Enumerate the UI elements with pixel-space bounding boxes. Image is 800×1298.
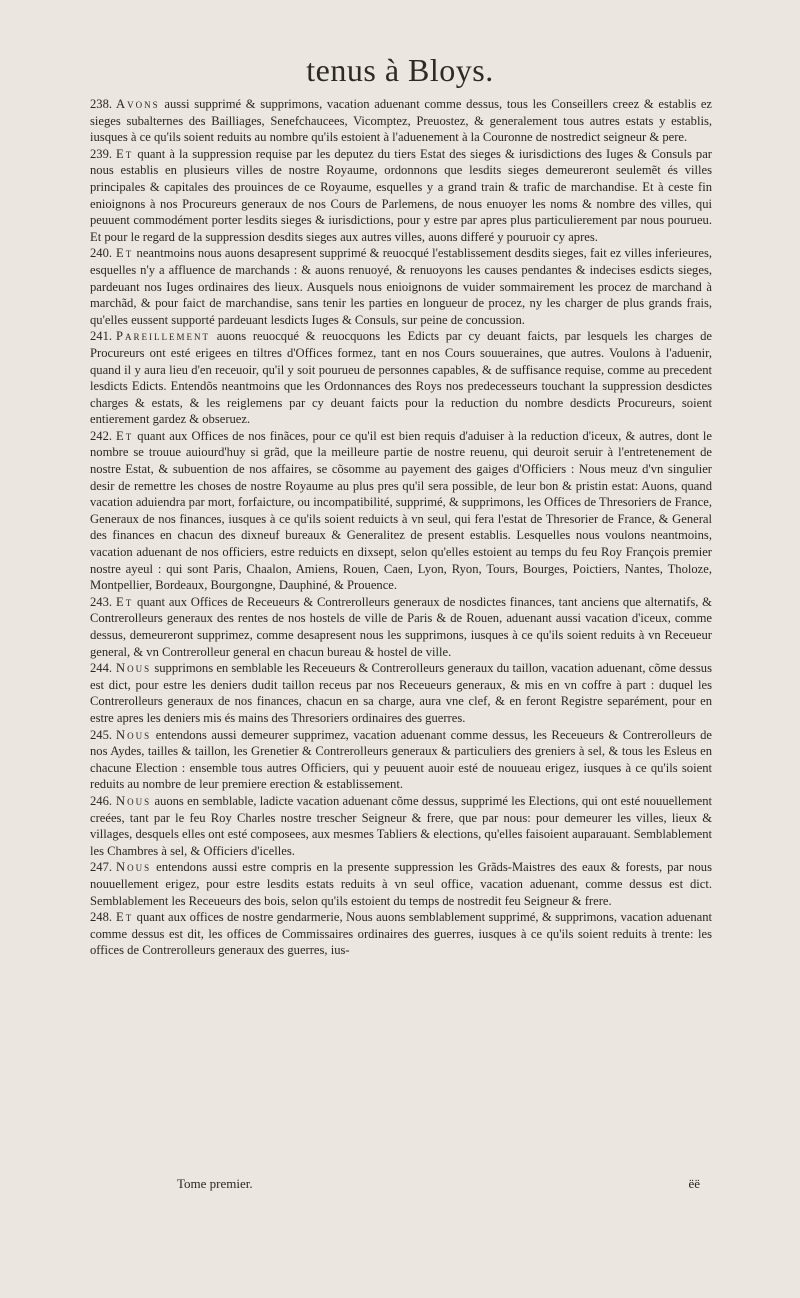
article-text: quant aux Offices de Receueurs & Contrerolleurs generaux de nosdictes finances, tant anciens que alternatifs, & Contrerolleurs generaux des rentes de nos hostels de ville de Paris & de Rouen, aduenant aussi vacation d'iceux, comme dessus, demeureront supprimez, comme desapresent nous les supprimons, iusques à ce qu'ils soient reduits à vn Receueur general, & vn Contrerolleur general en chacun bureau & hostel de ville.: [90, 594, 712, 659]
page-title: tenus à Bloys.: [306, 52, 494, 88]
article-lead: Nous: [116, 727, 152, 742]
article-238: [90, 96, 712, 146]
article-239: [90, 146, 712, 246]
article-243: [90, 594, 712, 660]
article-lead: Avons: [116, 97, 160, 111]
article-244: [90, 660, 712, 726]
article-248: [90, 909, 712, 959]
article-lead: Et: [116, 910, 134, 925]
article-text: entendons aussi estre compris en la presente suppression les Grãds-Maistres des eaux & forests, par nous nouuellement erigez, pour estre lesdits estats reduits à vn seul office, vacation aduenant, comme dessus est dict. Semblablement les Receueurs des bois, selon qu'ils estoient du temps de nostredit feu Seigneur & frere.: [90, 860, 712, 908]
article-number: 243.: [90, 594, 113, 609]
article-text: auons reuocqué & reuocquons les Edicts par cy deuant faicts, par lesquels les charges de Procureurs ont esté erigees en tiltres d'Offices formez, tant en nos Cours souueraines, que autres. Voulons à l'aduenir, quand il y aura lieu d'en receuoir, qu'il y soit pourueu de personnes capables, & de suffisance requise, comme au precedent lesdicts Edicts. Entendõs neantmoins que les Ordonnances des Roys nos predecesseurs touchant la suppression desdictes charges & estats, & les reiglemens par cy deuant faicts pour la reduction du nombre desdicts Procureurs, soient entierement gardez & obseruez.: [90, 329, 712, 427]
article-text: entendons aussi demeurer supprimez, vacation aduenant comme dessus, les Receueurs & Contrerolleurs de nos Aydes, tailles & taillon, les Grenetier & Contrerolleurs generaux & particuliers des greniers à sel, & tous les Esleus en chacune Election : ensemble tous autres Officiers, qui y peuuent auoir esté de nouueau erigez, iusques à ce qu'ils soient reduits au nombre de leur premiere erection & establissement.: [90, 727, 712, 792]
article-247: [90, 859, 712, 909]
article-text: supprimons en semblable les Receueurs & Contrerolleurs generaux du taillon, vacation aduenant, cõme dessus est dict, pour estre les deniers dudit taillon receus par nos Receueurs generaux, & mis en vn coffre à part : duquel les Contrerolleurs generaux de nos finances, chacun en sa charge, aura vne clef, & en feront Registre separément, pour en estre apres les deniers mis és mains des Thresoriers ordinaires des guerres.: [90, 661, 713, 725]
article-242: [90, 428, 712, 594]
article-number: 247.: [90, 860, 113, 875]
article-text: quant aux Offices de nos finãces, pour ce qu'il est bien requis d'aduiser à la reduction d'iceux, & autres, dont le nombre se trouue auiourd'huy si grãd, que la meilleure partie de nostre reuenu, qui deuroit seruir à l'entretenement de nostre Estat, & subuention de nos affaires, se cõsomme au payement des gaiges d'Officiers : Nous meuz d'vn singulier desir de remettre les choses de nostre Royaume au plus pres qu'il sera possible, de leur bon & pristin estat: Auons, quand vacation aduiendra par mort, forfaicture, ou incompatibilité, supprimé, & supprimons, les Offices de Thresoriers de France, Generaux de nos finances, iusques à ce qu'ils soient reduicts à vn seul, qui fera l'estat de Thresorier de France, & General des finances en chacun des dixneuf bureaux & Generalitez de present establis. Lesquelles nous voulons neantmoins, vacation aduenant de nos officiers, estre reduicts en dixsept, selon qu'elles estoient au temps du feu Roy François premier nostre ayeul : qui sont Paris, Chaalon, Amiens, Rouen, Caen, Lyon, Ryon, Tours, Bourges, Poictiers, Nantes, Tholoze, Montpellier, Bordeaux, Bourgongne, Dauphiné, & Prouence.: [90, 428, 712, 593]
article-text: auons en semblable, ladicte vacation aduenant cõme dessus, supprimé les Elections, qui ont esté nouuellement creées, tant par le feu Roy Charles nostre trescher Seigneur & frere, que par nous: pour demeurer les villes, lieux & villages, desquels elles ont esté composees, aux mesmes Tabliers & elections, qu'elles faisoient auparauant. Semblablement les Chambres à sel, & Officiers d'icelles.: [90, 793, 712, 858]
article-text: neantmoins nous auons desapresent supprimé & reuocqué l'establissement desdits sieges, fait ez villes inferieures, esquelles n'y a affluence de marchands : & auons renuoyé, & renuoyons les causes pendantes & indecises esdicts sieges, pardeuant nos Iuges ordinaires des lieux. Ausquels nous enioignons de vuider sommairement les procez de marchand à marchãd, & pour faict de marchandise, sans tenir les parties en longueur de procez, ny les charger de plus grands frais, qu'elles eussent supporté pardeuant lesdicts Iuges & Consuls, sur peine de concussion.: [90, 246, 712, 327]
article-number: 240.: [90, 246, 113, 261]
article-number: 244.: [90, 661, 113, 676]
article-number: 246.: [90, 793, 113, 808]
article-text: quant aux offices de nostre gendarmerie, Nous auons semblablement supprimé, & supprimons, vacation aduenant comme dessus est dit, les offices de Commissaires ordinaires des guerres, iusques à ce qu'ils soient reduits à trente: les offices de Contrerolleurs generaux des guerres, ius-: [90, 910, 713, 958]
article-lead: Et: [116, 594, 134, 609]
article-lead: Et: [116, 428, 134, 443]
article-number: 238.: [90, 97, 113, 111]
article-240: [90, 245, 712, 328]
article-lead: Pareillement: [116, 329, 211, 344]
article-lead: Et: [116, 246, 134, 261]
body-text: [90, 96, 712, 959]
article-number: 239.: [90, 146, 113, 161]
article-text: aussi supprimé & supprimons, vacation aduenant comme dessus, tous les Conseillers creez & establis ez sieges subalternes des Bailliages, Senefchaucees, Vicomptez, Preuostez, & generalement tous autres estats y establis, iusques à ce qu'ils soient reduits au nombre qu'ils estoient à l'aduenement à la Couronne de nostredict seigneur & pere.: [90, 97, 712, 145]
article-lead: Nous: [116, 860, 152, 875]
article-245: [90, 727, 712, 793]
article-text: quant à la suppression requise par les deputez du tiers Estat des sieges & iurisdictions des Iuges & Consuls par nous establis en plusieurs villes de nostre Royaume, ordonnons que lesdits sieges demeureront seulemẽt és villes principales & capitales des prouinces de ce Royaume, esquelles y a grand train & trafic de marchandise. Et à ceste fin enioignons à nos Procureurs generaux de nos Cours de Parlemens, de nous enuoyer les noms & nombre des villes, qui peuuent commodément porter lesdits sieges & iurisdictions, pour y estre par apres plus particulierement par nous pourueu. Et pour le regard de la suppression desdits sieges aux autres villes, auons differé y pouruoir cy apres.: [90, 146, 712, 244]
article-241: [90, 328, 712, 428]
article-lead: Nous: [116, 793, 152, 808]
article-number: 241.: [90, 329, 113, 344]
page-footer: [90, 1176, 712, 1194]
article-number: 245.: [90, 727, 113, 742]
article-number: 248.: [90, 910, 113, 925]
article-lead: Nous: [116, 661, 152, 676]
signature-mark: ëë: [688, 1176, 700, 1191]
article-246: [90, 793, 712, 859]
volume-label: Tome premier.: [177, 1176, 253, 1191]
article-number: 242.: [90, 428, 113, 443]
article-lead: Et: [116, 146, 134, 161]
